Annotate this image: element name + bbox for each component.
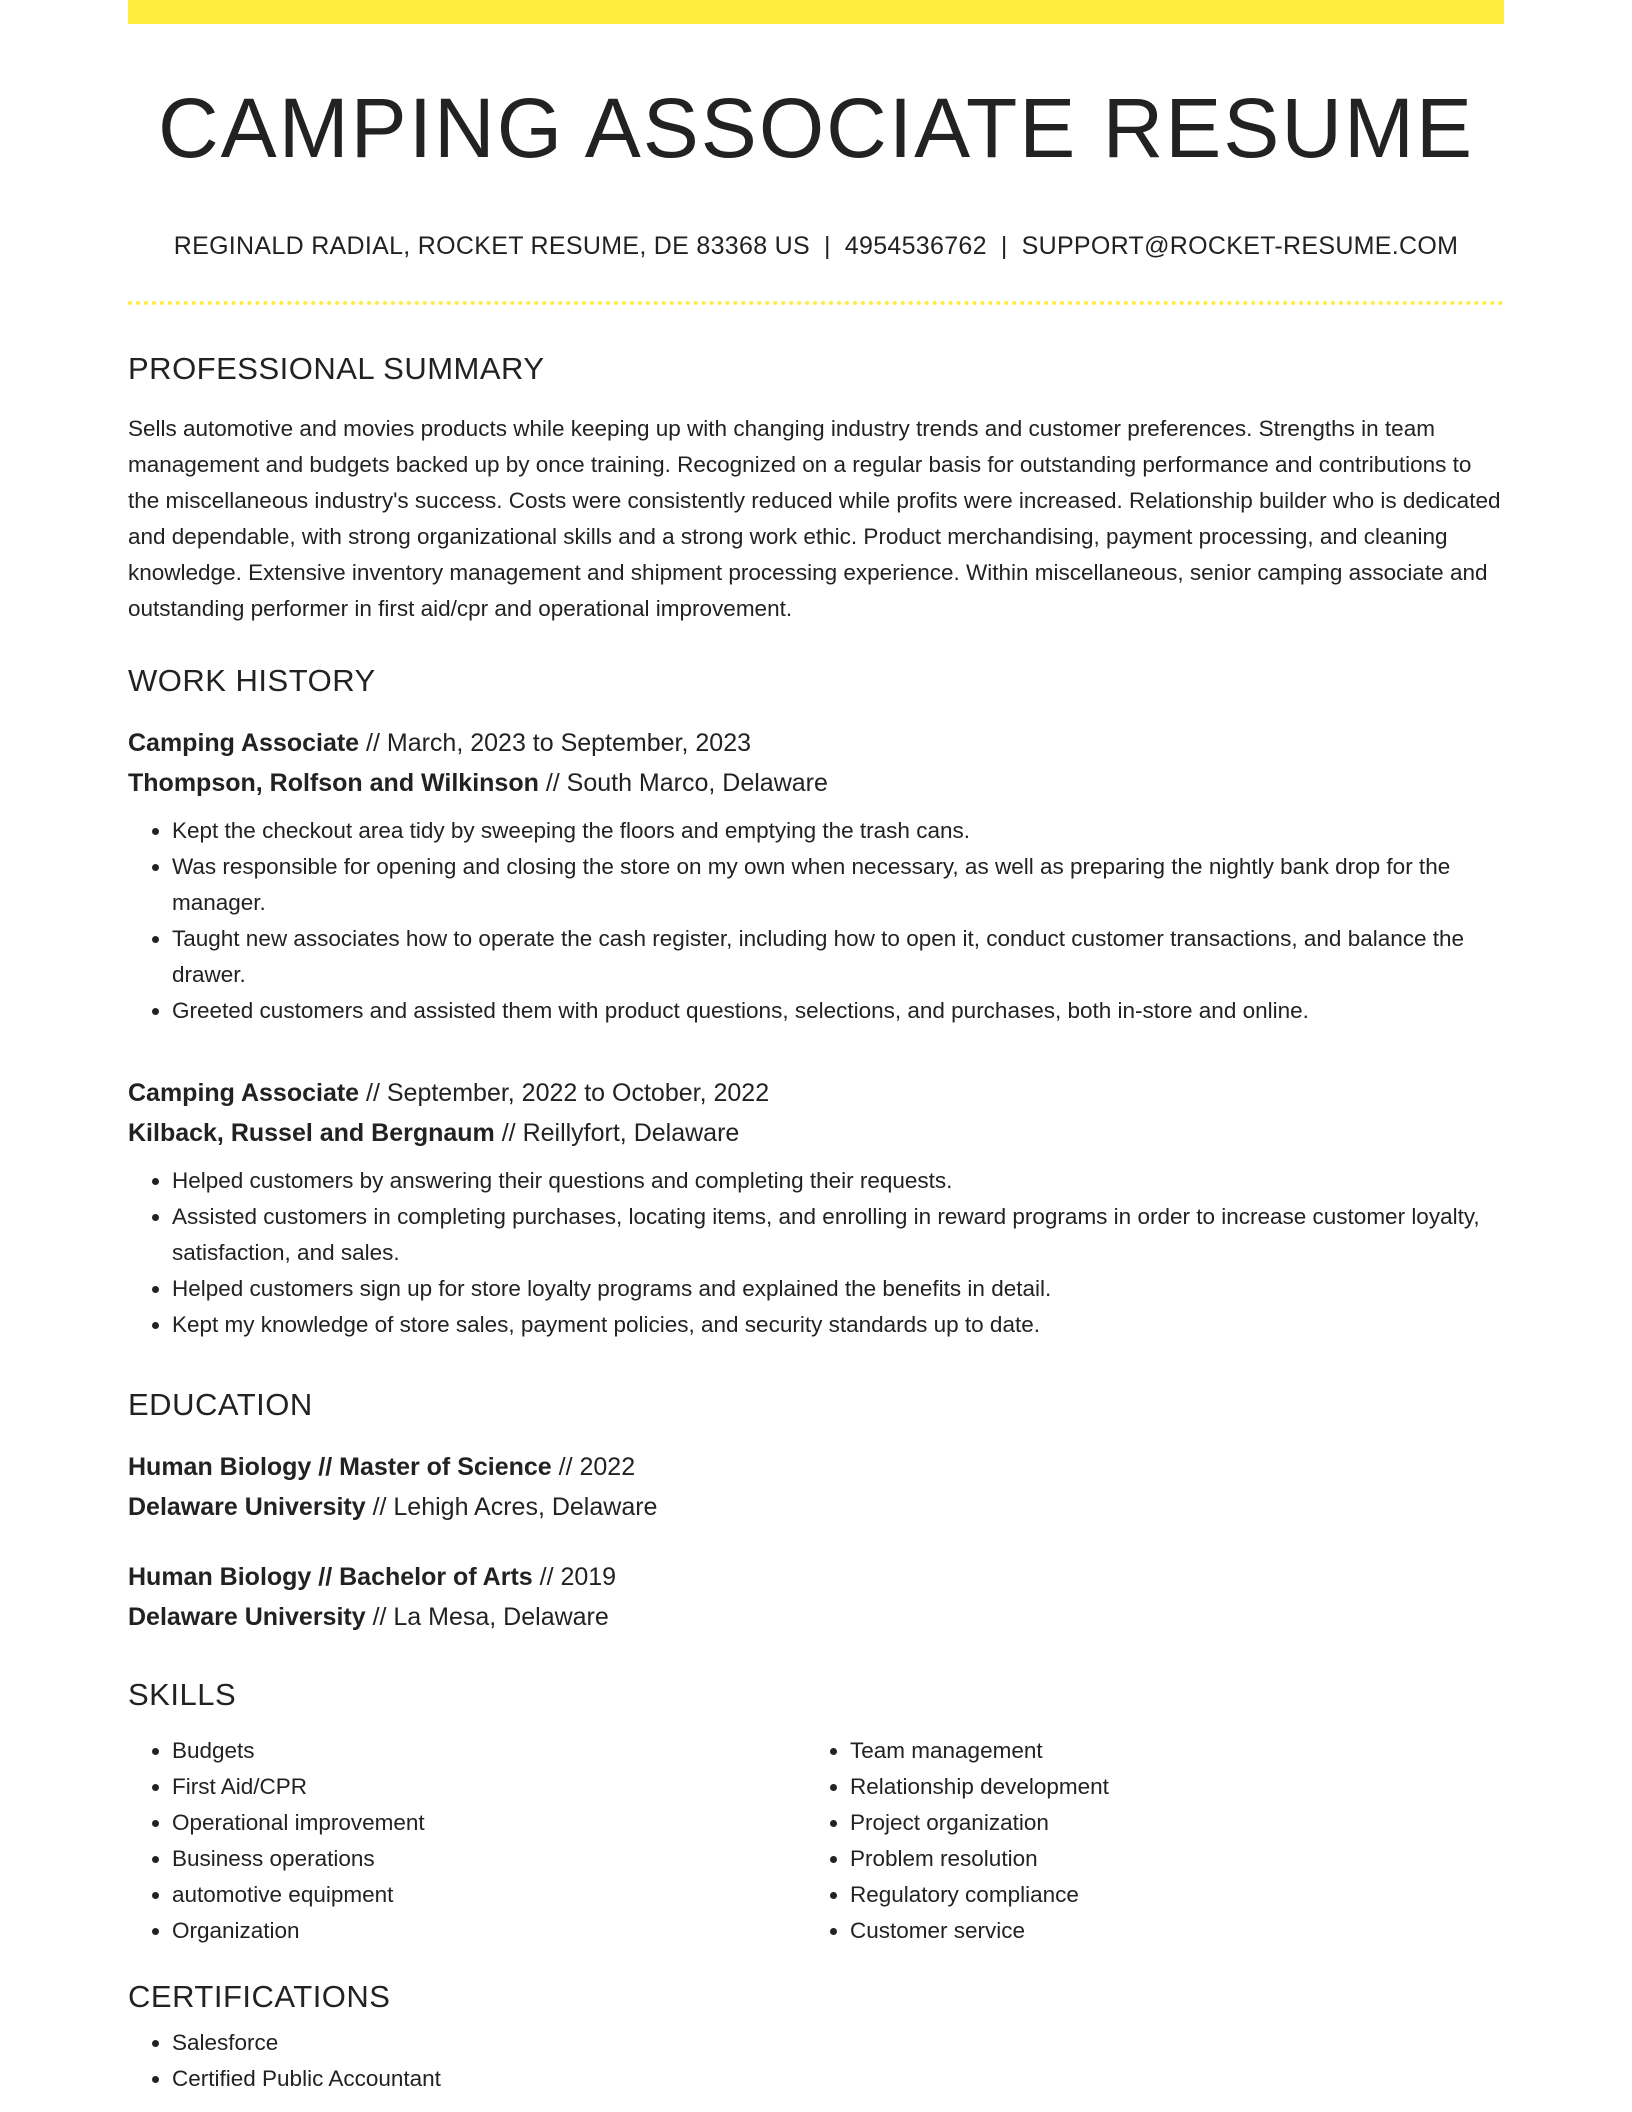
- job-bullets: [128, 1163, 1504, 1343]
- job-bullet: • Greeted customers and assisted them with product questions, selections, and purchases, both in-store and online.: [172, 993, 1504, 1029]
- school: Delaware University: [128, 1493, 366, 1521]
- degree-line: [128, 1447, 1504, 1487]
- job-title: Camping Associate: [128, 1079, 360, 1107]
- school-location: // La Mesa, Delaware: [365, 1603, 609, 1631]
- job-location: // South Marco, Delaware: [538, 769, 828, 797]
- skills-column-right: [806, 1733, 1484, 1949]
- skill-item: • Customer service: [850, 1913, 1484, 1949]
- job-bullet: • Assisted customers in completing purchases, locating items, and enrolling in reward programs in order to increase customer loyalty, satisfaction, and sales.: [172, 1199, 1504, 1271]
- summary-text: Sells automotive and movies products while keeping up with changing industry trends and customer preferences. Strengths in team management and budgets backed up by once training. Recognized on a regular basis for outstanding performance and contributions to the miscellaneous industry's success. Costs were consistently reduced while profits were increased. Relationship builder who is dedicated and dependable, with strong organizational skills and a strong work ethic. Product merchandising, payment processing, and cleaning knowledge. Extensive inventory management and shipment processing experience. Within miscellaneous, senior camping associate and outstanding performer in first aid/cpr and operational improvement.: [128, 416, 1501, 621]
- job-company-line: [128, 763, 1504, 803]
- work-history-heading: WORK HISTORY: [128, 663, 376, 698]
- top-accent-bar: [128, 0, 1504, 24]
- degree: Human Biology // Bachelor of Arts: [128, 1563, 533, 1591]
- school: Delaware University: [128, 1603, 366, 1631]
- school-location: // Lehigh Acres, Delaware: [365, 1493, 658, 1521]
- job-title: Camping Associate: [128, 729, 360, 757]
- skills-columns: [128, 1733, 1504, 1949]
- job-bullet: • Helped customers sign up for store loyalty programs and explained the benefits in detail.: [172, 1271, 1504, 1307]
- certifications-list: [128, 2025, 1504, 2097]
- job-bullet: • Was responsible for opening and closing the store on my own when necessary, as well as preparing the nightly bank drop for the manager.: [172, 849, 1504, 921]
- resume-title: CAMPING ASSOCIATE RESUME: [158, 81, 1474, 175]
- contact-separator: |: [823, 232, 831, 260]
- job-company: Thompson, Rolfson and Wilkinson: [128, 769, 539, 797]
- skill-item: • automotive equipment: [172, 1877, 806, 1913]
- summary-heading: PROFESSIONAL SUMMARY: [128, 351, 545, 386]
- degree: Human Biology // Master of Science: [128, 1453, 552, 1481]
- skill-item: • Relationship development: [850, 1769, 1484, 1805]
- contact-address: REGINALD RADIAL, ROCKET RESUME, DE 83368 US: [173, 232, 810, 260]
- degree-line: [128, 1557, 1504, 1597]
- certification-item: • Salesforce: [172, 2025, 1504, 2061]
- skills-list: [128, 1733, 806, 1949]
- job-bullets: [128, 813, 1504, 1029]
- job-dates: // September, 2022 to October, 2022: [359, 1079, 770, 1107]
- skills-list: [806, 1733, 1484, 1949]
- degree-year: // 2022: [551, 1453, 636, 1481]
- skill-item: • Team management: [850, 1733, 1484, 1769]
- job-title-line: [128, 723, 1504, 763]
- job-bullet: • Kept my knowledge of store sales, payment policies, and security standards up to date.: [172, 1307, 1504, 1343]
- job-bullet: • Taught new associates how to operate the cash register, including how to open it, conduct customer transactions, and balance the drawer.: [172, 921, 1504, 993]
- job-bullet: • Kept the checkout area tidy by sweeping the floors and emptying the trash cans.: [172, 813, 1504, 849]
- dotted-divider: [128, 301, 1504, 305]
- contact-phone: 4954536762: [844, 232, 987, 260]
- education-entry: [128, 1557, 1504, 1637]
- job-dates: // March, 2023 to September, 2023: [359, 729, 752, 757]
- contact-email: SUPPORT@ROCKET-RESUME.COM: [1021, 232, 1459, 260]
- skill-item: • Organization: [172, 1913, 806, 1949]
- job-company-line: [128, 1113, 1504, 1153]
- degree-year: // 2019: [532, 1563, 617, 1591]
- contact-separator: |: [1000, 232, 1008, 260]
- job-bullet: • Helped customers by answering their questions and completing their requests.: [172, 1163, 1504, 1199]
- job-entry: [128, 1073, 1504, 1343]
- job-title-line: [128, 1073, 1504, 1113]
- job-entry: [128, 723, 1504, 1029]
- certifications-heading: CERTIFICATIONS: [128, 1979, 391, 2014]
- skill-item: • Operational improvement: [172, 1805, 806, 1841]
- contact-line: [128, 232, 1504, 261]
- skill-item: • Business operations: [172, 1841, 806, 1877]
- skill-item: • Problem resolution: [850, 1841, 1484, 1877]
- skill-item: • Budgets: [172, 1733, 806, 1769]
- education-heading: EDUCATION: [128, 1387, 313, 1422]
- skills-column-left: [128, 1733, 806, 1949]
- skill-item: • First Aid/CPR: [172, 1769, 806, 1805]
- skill-item: • Project organization: [850, 1805, 1484, 1841]
- education-entry: [128, 1447, 1504, 1527]
- skills-heading: SKILLS: [128, 1677, 237, 1712]
- job-company: Kilback, Russel and Bergnaum: [128, 1119, 495, 1147]
- skill-item: • Regulatory compliance: [850, 1877, 1484, 1913]
- certification-item: • Certified Public Accountant: [172, 2061, 1504, 2097]
- resume-page: [128, 0, 1504, 2097]
- school-line: [128, 1487, 1504, 1527]
- school-line: [128, 1597, 1504, 1637]
- job-location: // Reillyfort, Delaware: [494, 1119, 740, 1147]
